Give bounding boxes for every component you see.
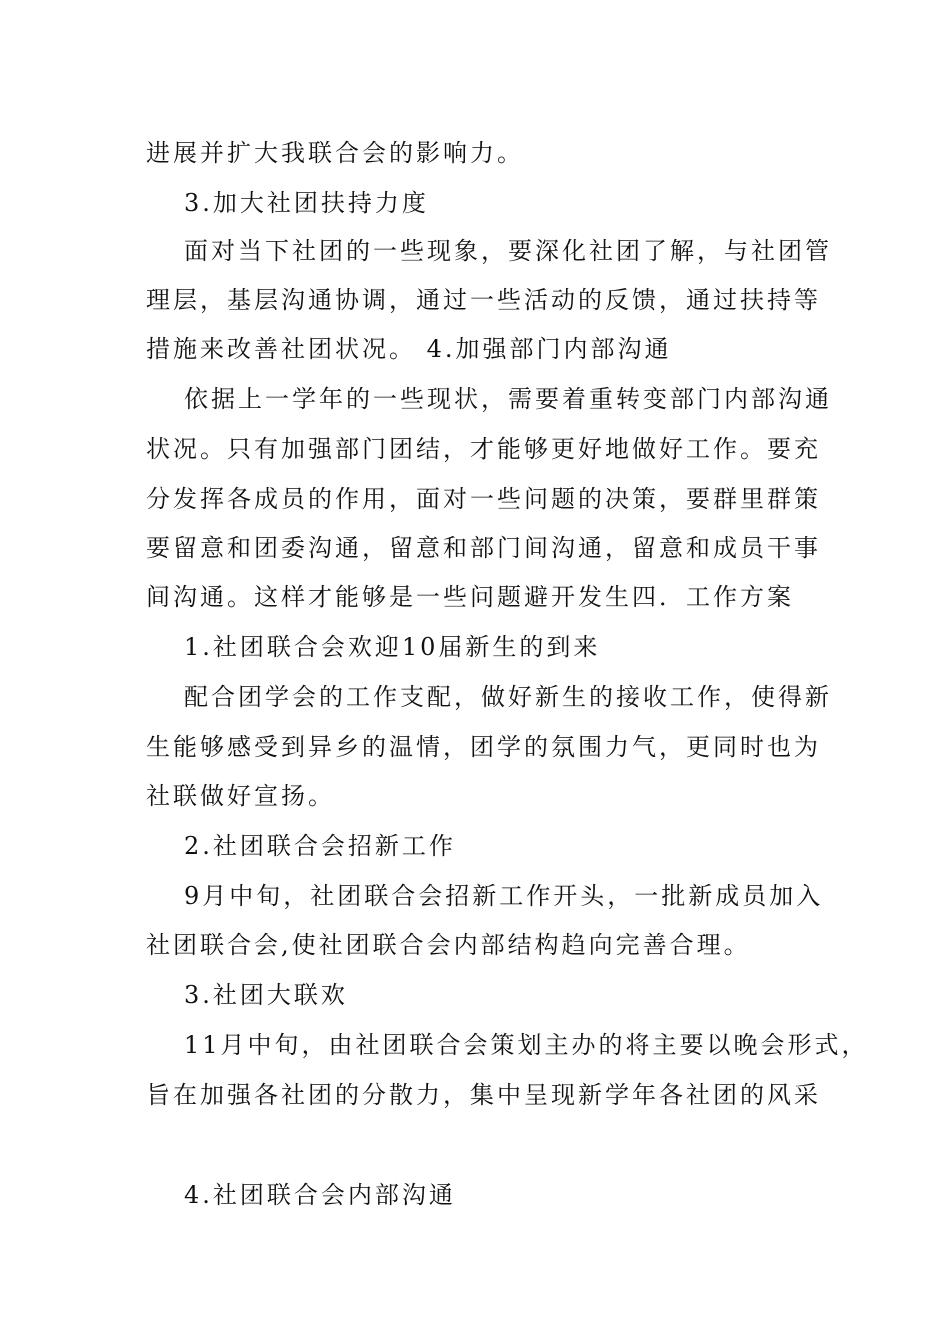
paragraph-line: 要留意和团委沟通，留意和部门间沟通，留意和成员干事 (146, 534, 821, 562)
paragraph-line: 面对当下社团的一些现象，要深化社团了解，与社团管 (184, 237, 832, 265)
paragraph-line: 配合团学会的工作支配，做好新生的接收工作，使得新 (184, 683, 832, 711)
paragraph-line: 分发挥各成员的作用，面对一些问题的决策，要群里群策 (146, 485, 821, 513)
paragraph-line: 社联做好宣扬。 (146, 782, 335, 810)
paragraph-line: 进展并扩大我联合会的影响力。 (146, 139, 524, 167)
paragraph-line: 生能够感受到异乡的温情，团学的氛围力气，更同时也为 (146, 733, 821, 761)
section-heading-1: 1.社团联合会欢迎10届新生的到来 (184, 633, 601, 661)
paragraph-line: 依据上一学年的一些现状，需要着重转变部门内部沟通 (184, 385, 832, 413)
paragraph-line: 旨在加强各社团的分散力，集中呈现新学年各社团的风采 (146, 1081, 821, 1109)
section-heading-4: 4.社团联合会内部沟通 (184, 1181, 456, 1209)
paragraph-line: 9月中旬，社团联合会招新工作开头，一批新成员加入 (184, 882, 824, 910)
paragraph-line: 措施来改善社团状况。 4.加强部门内部沟通 (146, 335, 672, 363)
paragraph-line: 理层，基层沟通协调，通过一些活动的反馈，通过扶持等 (146, 286, 821, 314)
section-heading-3b: 3.社团大联欢 (184, 981, 348, 1009)
paragraph-line: 社团联合会,使社团联合会内部结构趋向完善合理。 (146, 931, 751, 959)
section-heading-3: 3.加大社团扶持力度 (184, 189, 429, 217)
paragraph-line: 状况。只有加强部门团结，才能够更好地做好工作。要充 (146, 435, 821, 463)
paragraph-line: 间沟通。这样才能够是一些问题避开发生四．工作方案 (146, 583, 794, 611)
section-heading-2: 2.社团联合会招新工作 (184, 832, 456, 860)
paragraph-line: 11月中旬，由社团联合会策划主办的将主要以晚会形式， (184, 1031, 869, 1059)
